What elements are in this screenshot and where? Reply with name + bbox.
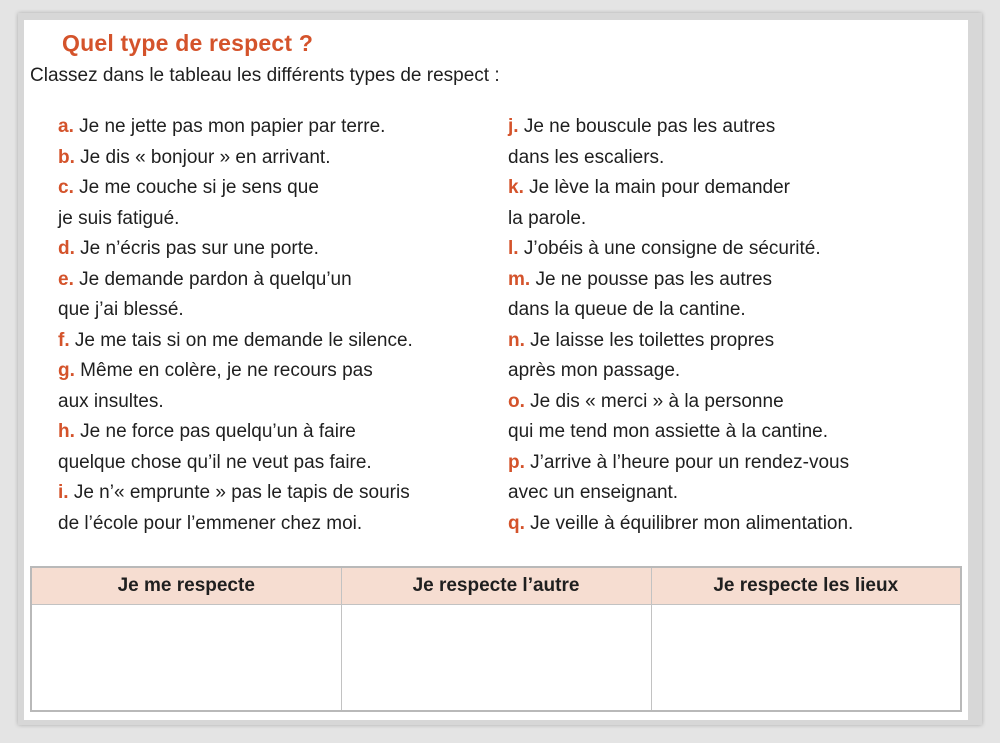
table-header-row (31, 567, 961, 605)
statement-line (508, 356, 853, 387)
statements-left-column (58, 112, 413, 539)
item-letter: j. (508, 116, 519, 137)
item-text: après mon passage. (508, 360, 681, 381)
statement-line (508, 112, 853, 143)
statement-line (508, 143, 853, 174)
item-letter: d. (58, 238, 75, 259)
item-letter: g. (58, 360, 75, 381)
header-me-respecte: Je me respecte (31, 567, 341, 605)
statement-line (508, 265, 853, 296)
item-letter: q. (508, 512, 525, 534)
statement-line (508, 234, 853, 265)
item-letter: c. (58, 177, 74, 198)
statement-line (508, 326, 853, 357)
item-text: Je dis « merci » à la personne (524, 390, 784, 412)
statement-line (58, 326, 413, 357)
item-letter: e. (58, 268, 74, 290)
item-text: qui me tend mon assiette à la cantine. (508, 421, 829, 442)
statement-line (58, 204, 413, 235)
item-text: Je ne jette pas mon papier par terre. (73, 116, 386, 137)
item-text: Je ne pousse pas les autres (530, 268, 773, 290)
item-text: Je me tais si on me demande le silence. (69, 329, 413, 351)
item-text: Je lève la main pour demander (523, 177, 791, 198)
answer-cell-me-respecte[interactable] (31, 605, 341, 712)
item-text: Je me couche si je sens que (73, 177, 319, 198)
statement-line (508, 417, 853, 448)
item-text: Je ne force pas quelqu’un à faire (74, 421, 356, 442)
item-letter: n. (508, 329, 525, 351)
item-text: je suis fatigué. (58, 207, 180, 229)
worksheet-title: Quel type de respect ? (62, 30, 314, 56)
header-respecte-autre: Je respecte l’autre (341, 567, 651, 605)
item-letter: i. (58, 482, 69, 503)
item-text: Je ne bouscule pas les autres (518, 116, 776, 137)
item-text: la parole. (508, 207, 587, 229)
statement-line (58, 112, 413, 143)
item-text: Je demande pardon à quelqu’un (73, 268, 352, 290)
item-text: J’arrive à l’heure pour un rendez-vous (524, 451, 850, 473)
item-letter: a. (58, 116, 74, 137)
statement-line (508, 509, 853, 540)
item-text: dans les escaliers. (508, 146, 665, 168)
statement-line (58, 417, 413, 448)
item-letter: h. (58, 421, 75, 442)
statement-line (58, 509, 413, 540)
item-letter: p. (508, 451, 525, 473)
item-text: Je n’« emprunte » pas le tapis de souris (68, 482, 410, 503)
statement-line (58, 143, 413, 174)
statement-line (508, 173, 853, 204)
statement-line (508, 448, 853, 479)
statement-line (58, 234, 413, 265)
statement-line (508, 478, 853, 509)
item-letter: k. (508, 177, 524, 198)
statement-line (58, 356, 413, 387)
item-letter: m. (508, 268, 531, 290)
item-text: aux insultes. (58, 390, 164, 412)
statement-line (58, 387, 413, 418)
item-letter: b. (58, 146, 75, 168)
item-text: J’obéis à une consigne de sécurité. (518, 238, 821, 259)
item-letter: f. (58, 329, 70, 351)
instruction-text: Classez dans le tableau les différents types de respect : (30, 65, 500, 86)
item-text: Même en colère, je ne recours pas (74, 360, 373, 381)
statement-line (508, 387, 853, 418)
statement-line (508, 204, 853, 235)
answer-cell-respecte-lieux[interactable] (651, 605, 961, 712)
statement-line (58, 295, 413, 326)
header-respecte-lieux: Je respecte les lieux (651, 567, 961, 605)
statement-line (58, 173, 413, 204)
item-text: de l’école pour l’emmener chez moi. (58, 512, 363, 534)
statement-line (58, 265, 413, 296)
table-answer-row (31, 605, 961, 712)
classification-table (30, 566, 962, 712)
statement-line (58, 448, 413, 479)
item-text: Je dis « bonjour » en arrivant. (74, 146, 331, 168)
item-text: Je laisse les toilettes propres (524, 329, 775, 351)
item-text: que j’ai blessé. (58, 299, 184, 320)
item-letter: o. (508, 390, 525, 412)
statement-line (58, 478, 413, 509)
item-text: dans la queue de la cantine. (508, 299, 746, 320)
item-text: Je n’écris pas sur une porte. (74, 238, 319, 259)
item-text: avec un enseignant. (508, 482, 679, 503)
statement-line (508, 295, 853, 326)
statements-right-column (508, 112, 853, 539)
item-text: quelque chose qu’il ne veut pas faire. (58, 451, 372, 473)
item-text: Je veille à équilibrer mon alimentation. (524, 512, 854, 534)
item-letter: l. (508, 238, 519, 259)
answer-cell-respecte-autre[interactable] (341, 605, 651, 712)
